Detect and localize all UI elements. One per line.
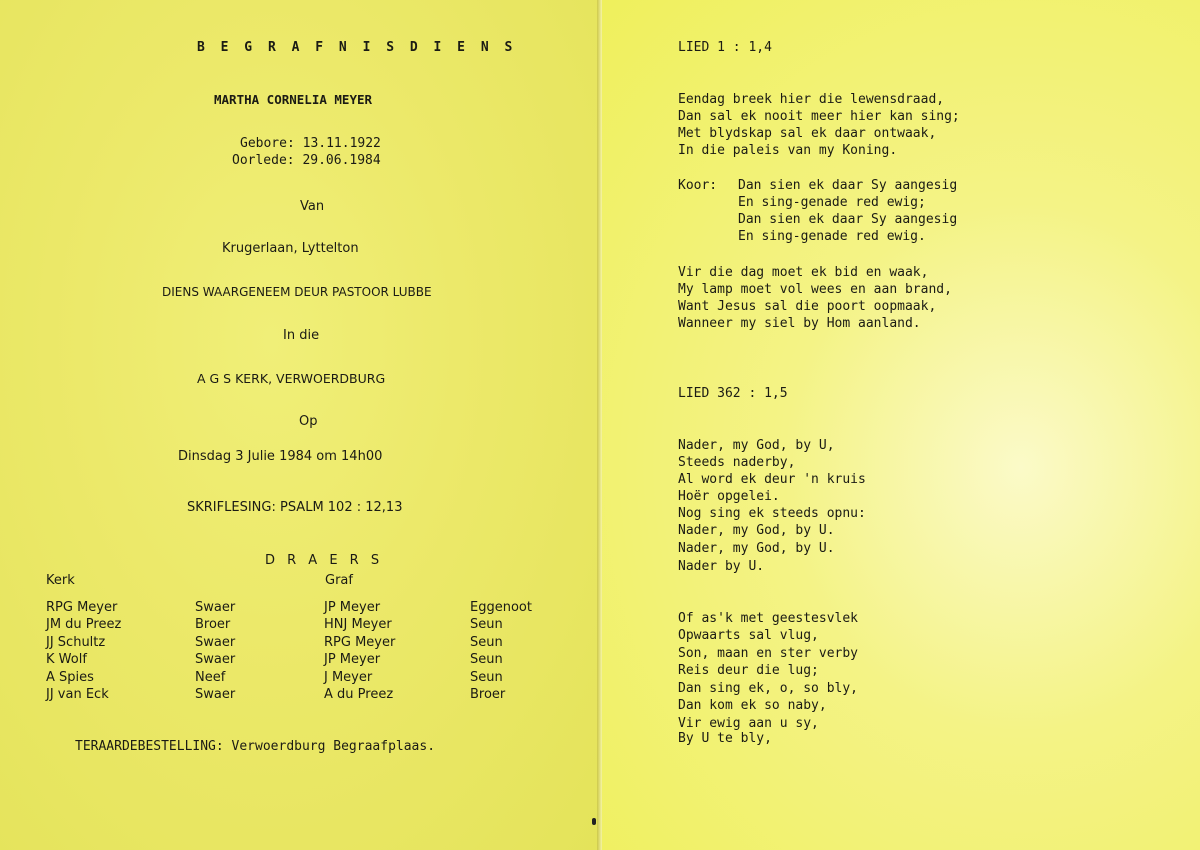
song1-verse2-line: My lamp moet vol wees en aan brand, (678, 282, 952, 297)
graf-name: J Meyer (324, 669, 373, 685)
kerk-name: JJ van Eck (46, 686, 109, 702)
song2-verse2-line: Son, maan en ster verby (678, 646, 859, 661)
church: A G S KERK, VERWOERDBURG (197, 371, 386, 386)
kerk-relation: Swaer (195, 686, 236, 702)
chorus-line: En sing-genade red ewig; (738, 195, 926, 210)
graf-relation: Seun (470, 669, 503, 685)
song2-verse1-line: Nog sing ek steeds opnu: (678, 506, 866, 521)
song2-verse2-line: Reis deur die lug; (678, 663, 819, 678)
song1-verse2-line: Want Jesus sal die poort oopmaak, (678, 299, 937, 314)
birth-date: Gebore: 13.11.1922 (240, 136, 381, 151)
column-kerk: Kerk (46, 573, 75, 588)
kerk-relation: Swaer (195, 652, 236, 668)
song2-verse2-line: Dan kom ek so naby, (678, 698, 827, 713)
graf-relation: Seun (470, 634, 503, 650)
chorus-line: Dan sien ek daar Sy aangesig (738, 178, 958, 193)
song2-verse2-line: By U te bly, (678, 731, 772, 746)
chorus-label: Koor: (678, 178, 718, 193)
graf-name: JP Meyer (324, 600, 381, 615)
song1-verse1-line: Eendag breek hier die lewensdraad, (678, 92, 945, 107)
song1-verse2-line: Vir die dag moet ek bid en waak, (678, 265, 929, 280)
bearers-heading: D R A E R S (265, 553, 384, 568)
kerk-relation: Broer (195, 617, 231, 633)
from-label: Van (300, 199, 325, 214)
song2-verse1-line: Hoër opgelei. (678, 489, 780, 504)
song1-verse2-line: Wanneer my siel by Hom aanland. (678, 316, 921, 331)
song2-verse2-line: Opwaarts sal vlug, (678, 628, 819, 643)
song1-verse1-line: Met blydskap sal ek daar ontwaak, (678, 126, 937, 141)
song2-verse1-line: Al word ek deur 'n kruis (678, 472, 866, 487)
kerk-name: JJ Schultz (46, 634, 106, 650)
on-label: Op (299, 414, 318, 429)
graf-relation: Eggenoot (470, 600, 532, 615)
song2-verse2-line: Vir ewig aan u sy, (678, 716, 819, 731)
song1-verse1-line: In die paleis van my Koning. (678, 143, 898, 158)
song2-verse2-line: Dan sing ek, o, so bly, (678, 681, 859, 696)
kerk-relation: Swaer (195, 634, 236, 650)
song2-verse1-line: Nader, my God, by U, (678, 438, 835, 453)
graf-name: HNJ Meyer (324, 617, 392, 633)
song2-verse2-line: Of as'k met geestesvlek (678, 611, 859, 626)
kerk-name: JM du Preez (46, 617, 122, 633)
deceased-name: MARTHA CORNELIA MEYER (214, 92, 373, 107)
graf-name: RPG Meyer (324, 634, 396, 650)
kerk-relation: Neef (195, 669, 226, 685)
song2-verse1-line: Steeds naderby, (678, 455, 796, 470)
address: Krugerlaan, Lyttelton (222, 241, 359, 256)
graf-relation: Seun (470, 652, 503, 668)
song2-title: LIED 362 : 1,5 (678, 386, 788, 401)
song1-title: LIED 1 : 1,4 (678, 40, 772, 55)
graf-name: A du Preez (324, 686, 394, 702)
service-date: Dinsdag 3 Julie 1984 om 14h00 (178, 449, 383, 464)
page-heading: B E G R A F N I S D I E N S (197, 40, 517, 55)
death-date: Oorlede: 29.06.1984 (232, 153, 381, 168)
right-page (602, 0, 1200, 850)
graf-relation: Seun (470, 617, 503, 633)
burial-location: TERAARDEBESTELLING: Verwoerdburg Begraafplaas. (75, 739, 436, 754)
chorus-line: En sing-genade red ewig. (738, 229, 926, 244)
column-graf: Graf (325, 573, 353, 588)
graf-name: JP Meyer (324, 652, 381, 668)
kerk-name: K Wolf (46, 652, 87, 668)
song2-verse1-line: Nader, my God, by U. (678, 541, 835, 556)
kerk-name: RPG Meyer (46, 600, 118, 615)
song1-verse1-line: Dan sal ek nooit meer hier kan sing; (678, 109, 960, 124)
officiant: DIENS WAARGENEEM DEUR PASTOOR LUBBE (162, 285, 432, 299)
chorus-line: Dan sien ek daar Sy aangesig (738, 212, 958, 227)
graf-relation: Broer (470, 686, 506, 702)
song2-verse1-line: Nader, my God, by U. (678, 523, 835, 538)
kerk-name: A Spies (46, 669, 94, 685)
song2-verse1-line: Nader by U. (678, 559, 765, 574)
scripture: SKRIFLESING: PSALM 102 : 12,13 (187, 500, 403, 515)
in-label: In die (283, 328, 320, 343)
ink-mark (592, 818, 596, 825)
kerk-relation: Swaer (195, 600, 236, 615)
